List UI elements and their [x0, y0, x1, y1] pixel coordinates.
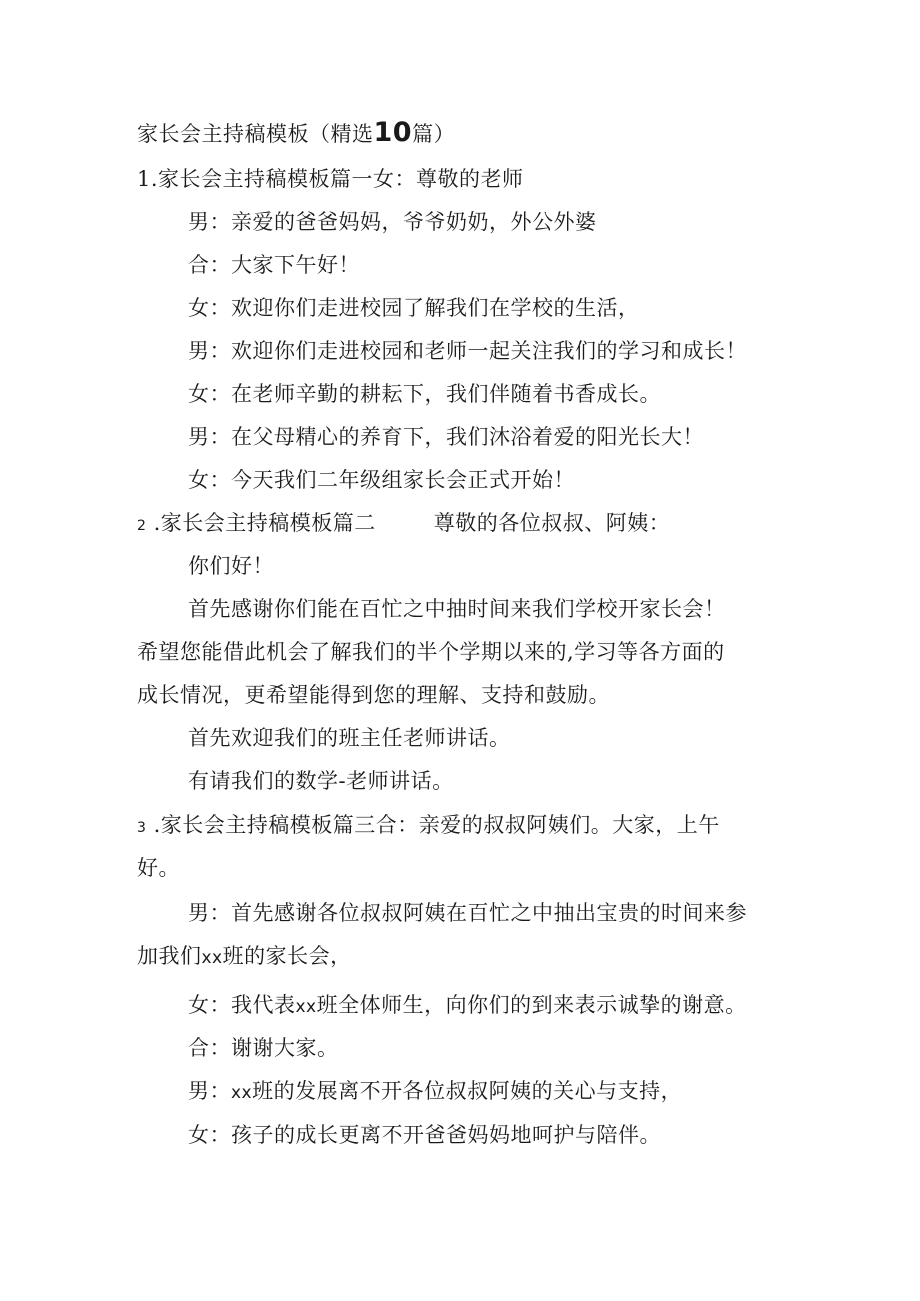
title-number: 10: [373, 117, 413, 148]
paragraph-line: 女：我代表xx班全体师生，向你们的到来表示诚挚的谢意。: [188, 993, 747, 1017]
paragraph-line: 男：亲爱的爸爸妈妈，爷爷奶奶，外公外婆: [188, 210, 597, 234]
paragraph-line: 希望您能借此机会了解我们的半个学期以来的,学习等各方面的: [137, 640, 725, 664]
section-3-heading: [137, 810, 720, 843]
paragraph-line: 男：欢迎你们走进校园和老师一起关注我们的学习和成长！: [188, 339, 747, 363]
paragraph-line: 男：在父母精心的养育下，我们沐浴着爱的阳光长大！: [188, 425, 704, 449]
paragraph-line: 女：欢迎你们走进校园了解我们在学校的生活，: [188, 296, 640, 320]
paragraph-line: 男：首先感谢各位叔叔阿姨在百忙之中抽出宝贵的时间来参: [188, 901, 747, 925]
title-text: 家长会主持稿模板（精选: [137, 122, 374, 146]
paragraph-line: 你们好！: [188, 554, 274, 578]
section-1-heading: 1.家长会主持稿模板篇一女：尊敬的老师: [137, 167, 524, 191]
paragraph-line: 合：大家下午好！: [188, 253, 360, 277]
paragraph-line: 加我们xx班的家长会，: [137, 944, 352, 968]
paragraph-line: 女：孩子的成长更离不开爸爸妈妈地呵护与陪伴。: [188, 1123, 661, 1147]
paragraph-line: 女：在老师辛勤的耕耘下，我们伴随着书香成长。: [188, 382, 661, 406]
paragraph-line: 首先感谢你们能在百忙之中抽时间来我们学校开家长会！: [188, 597, 726, 621]
section-number: 3: [137, 820, 147, 836]
paragraph-line: 有请我们的数学-老师讲话。: [188, 769, 454, 793]
title-suffix: 篇）: [412, 122, 456, 146]
paragraph-line: 成长情况，更希望能得到您的理解、支持和鼓励。: [137, 683, 610, 707]
paragraph-line: 首先欢迎我们的班主任老师讲话。: [188, 726, 511, 750]
paragraph-line: 好。: [137, 856, 180, 880]
section-number: 2: [137, 518, 147, 534]
paragraph-line: 男：xx班的发展离不开各位叔叔阿姨的关心与支持，: [188, 1079, 683, 1103]
document-title: [137, 118, 455, 149]
section-2-heading: [137, 508, 670, 541]
section-title: .家长会主持稿模板篇二: [153, 511, 376, 535]
paragraph-line: 女：今天我们二年级组家长会正式开始！: [188, 468, 575, 492]
section-title: .家长会主持稿模板篇三合：亲爱的叔叔阿姨们。大家，上午: [153, 813, 720, 837]
section-text: 尊敬的各位叔叔、阿姨：: [433, 511, 671, 535]
paragraph-line: 合：谢谢大家。: [188, 1036, 339, 1060]
